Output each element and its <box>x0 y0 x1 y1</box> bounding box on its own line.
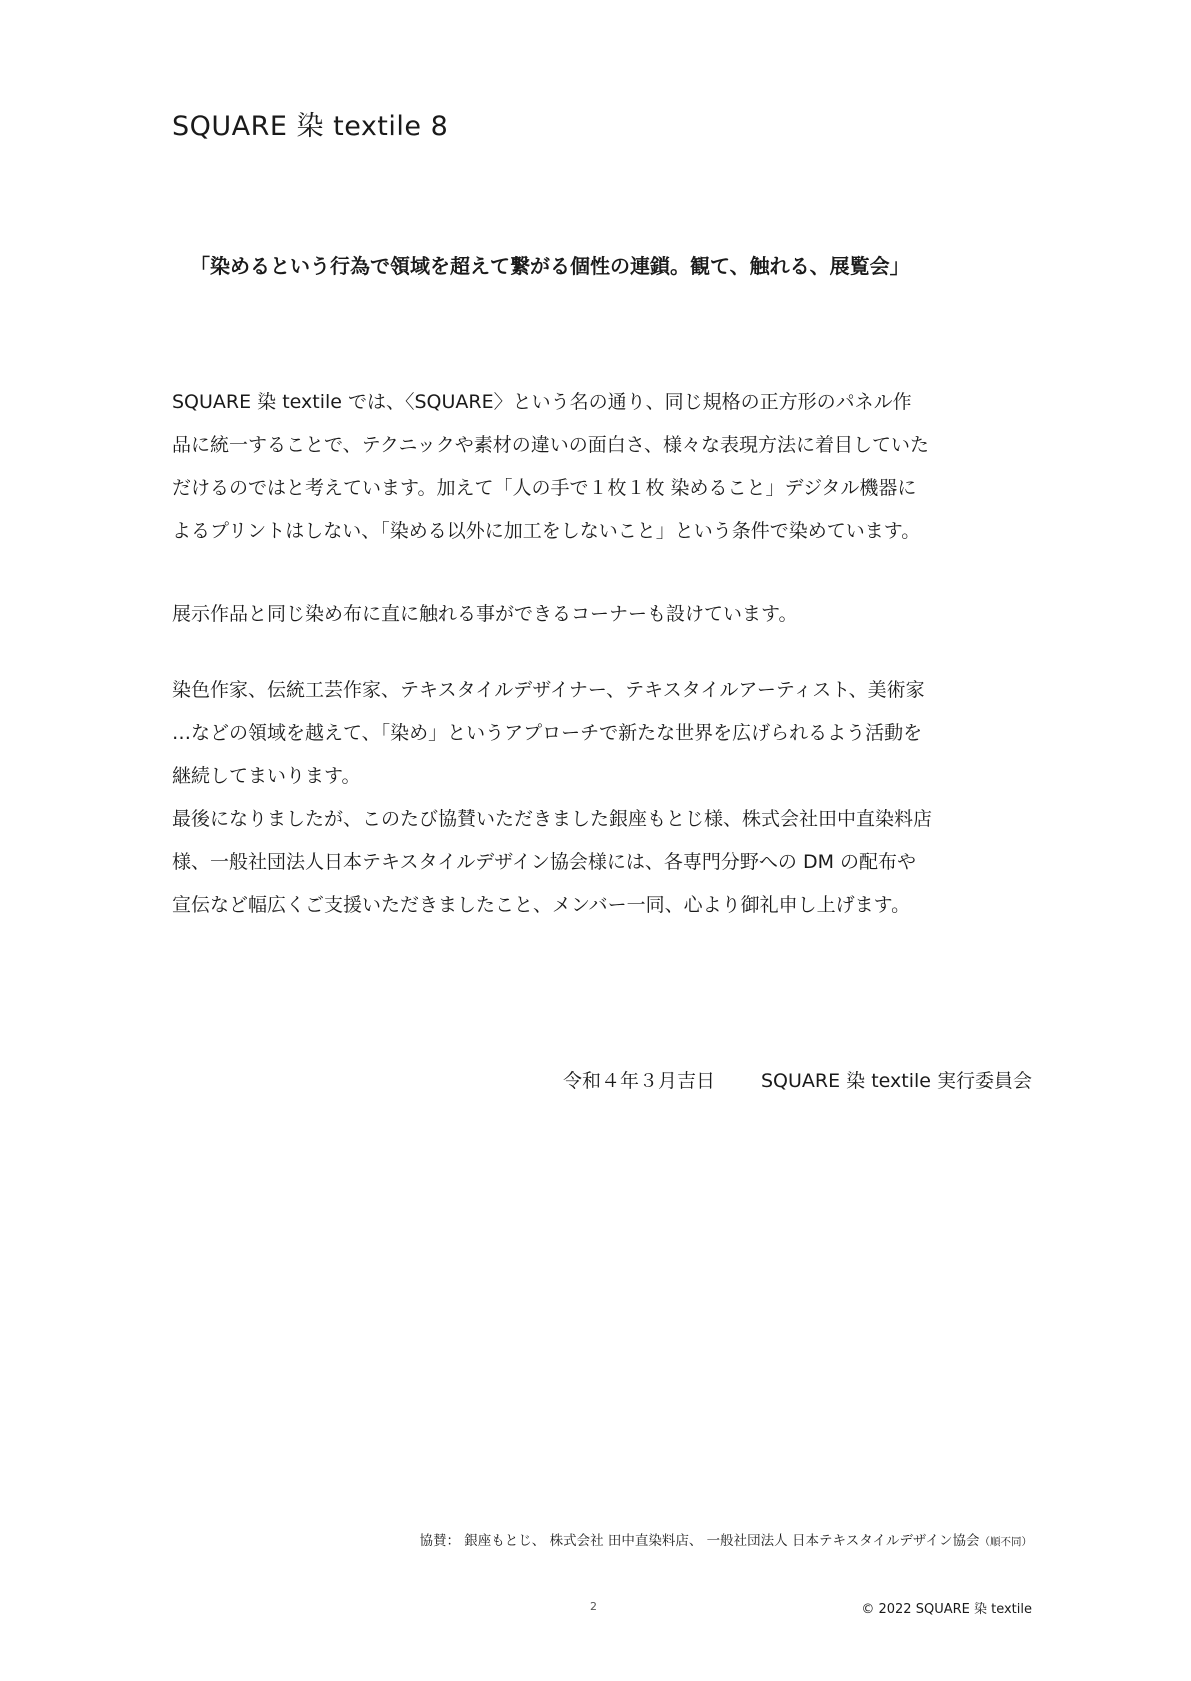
subtitle: 「染めるという行為で領域を超えて繋がる個性の連鎖。観て、触れる、展覧会」 <box>190 254 910 278</box>
paragraph-line: …などの領域を越えて、「染め」というアプローチで新たな世界を広げられるよう活動を <box>172 722 923 744</box>
activity-paragraph <box>172 669 1032 798</box>
paragraph-line: だけるのではと考えています。加えて「人の手で１枚１枚 染めること」デジタル機器に <box>172 477 917 499</box>
signature <box>563 1066 1032 1093</box>
paragraph-line: 宣伝など幅広くご支援いただきましたこと、メンバー一同、心より御礼申し上げます。 <box>172 894 911 916</box>
sponsors-order-note: （順不同） <box>979 1536 1032 1548</box>
paragraph-line: 最後になりましたが、このたび協賛いただきました銀座もとじ様、株式会社田中直染料店 <box>172 808 933 830</box>
page-title: SQUARE 染 textile 8 <box>172 111 449 142</box>
page-number: 2 <box>590 1600 597 1613</box>
paragraph-line: 様、一般社団法人日本テキスタイルデザイン協会様には、各専門分野への DM の配布や <box>172 851 917 873</box>
touch-corner-paragraph <box>172 593 1032 636</box>
thanks-paragraph <box>172 798 1032 927</box>
paragraph-line: 継続してまいります。 <box>172 765 361 787</box>
copyright-notice: © 2022 SQUARE 染 textile <box>861 1602 1032 1617</box>
paragraph-line: 染色作家、伝統工芸作家、テキスタイルデザイナー、テキスタイルアーティスト、美術家 <box>172 679 925 701</box>
paragraph-line: 品に統一することで、テクニックや素材の違いの面白さ、様々な表現方法に着目していた <box>172 434 929 456</box>
paragraph-line: 展示作品と同じ染め布に直に触れる事ができるコーナーも設けています。 <box>172 603 798 625</box>
signature-date: 令和４年３月吉日 <box>562 1070 715 1092</box>
paragraph-line: よるプリントはしない、「染める以外に加工をしないこと」という条件で染めています。 <box>172 520 921 542</box>
sponsors-line <box>420 1529 1032 1549</box>
paragraph-line: SQUARE 染 textile では、〈SQUARE〉という名の通り、同じ規格の正方形のパネル作 <box>172 391 912 413</box>
signature-organization: SQUARE 染 textile 実行委員会 <box>761 1070 1032 1092</box>
intro-paragraph <box>172 381 1032 553</box>
sponsors-text: 協賛： 銀座もとじ、 株式会社 田中直染料店、 一般社団法人 日本テキスタイルデザイン協会 <box>419 1533 980 1549</box>
